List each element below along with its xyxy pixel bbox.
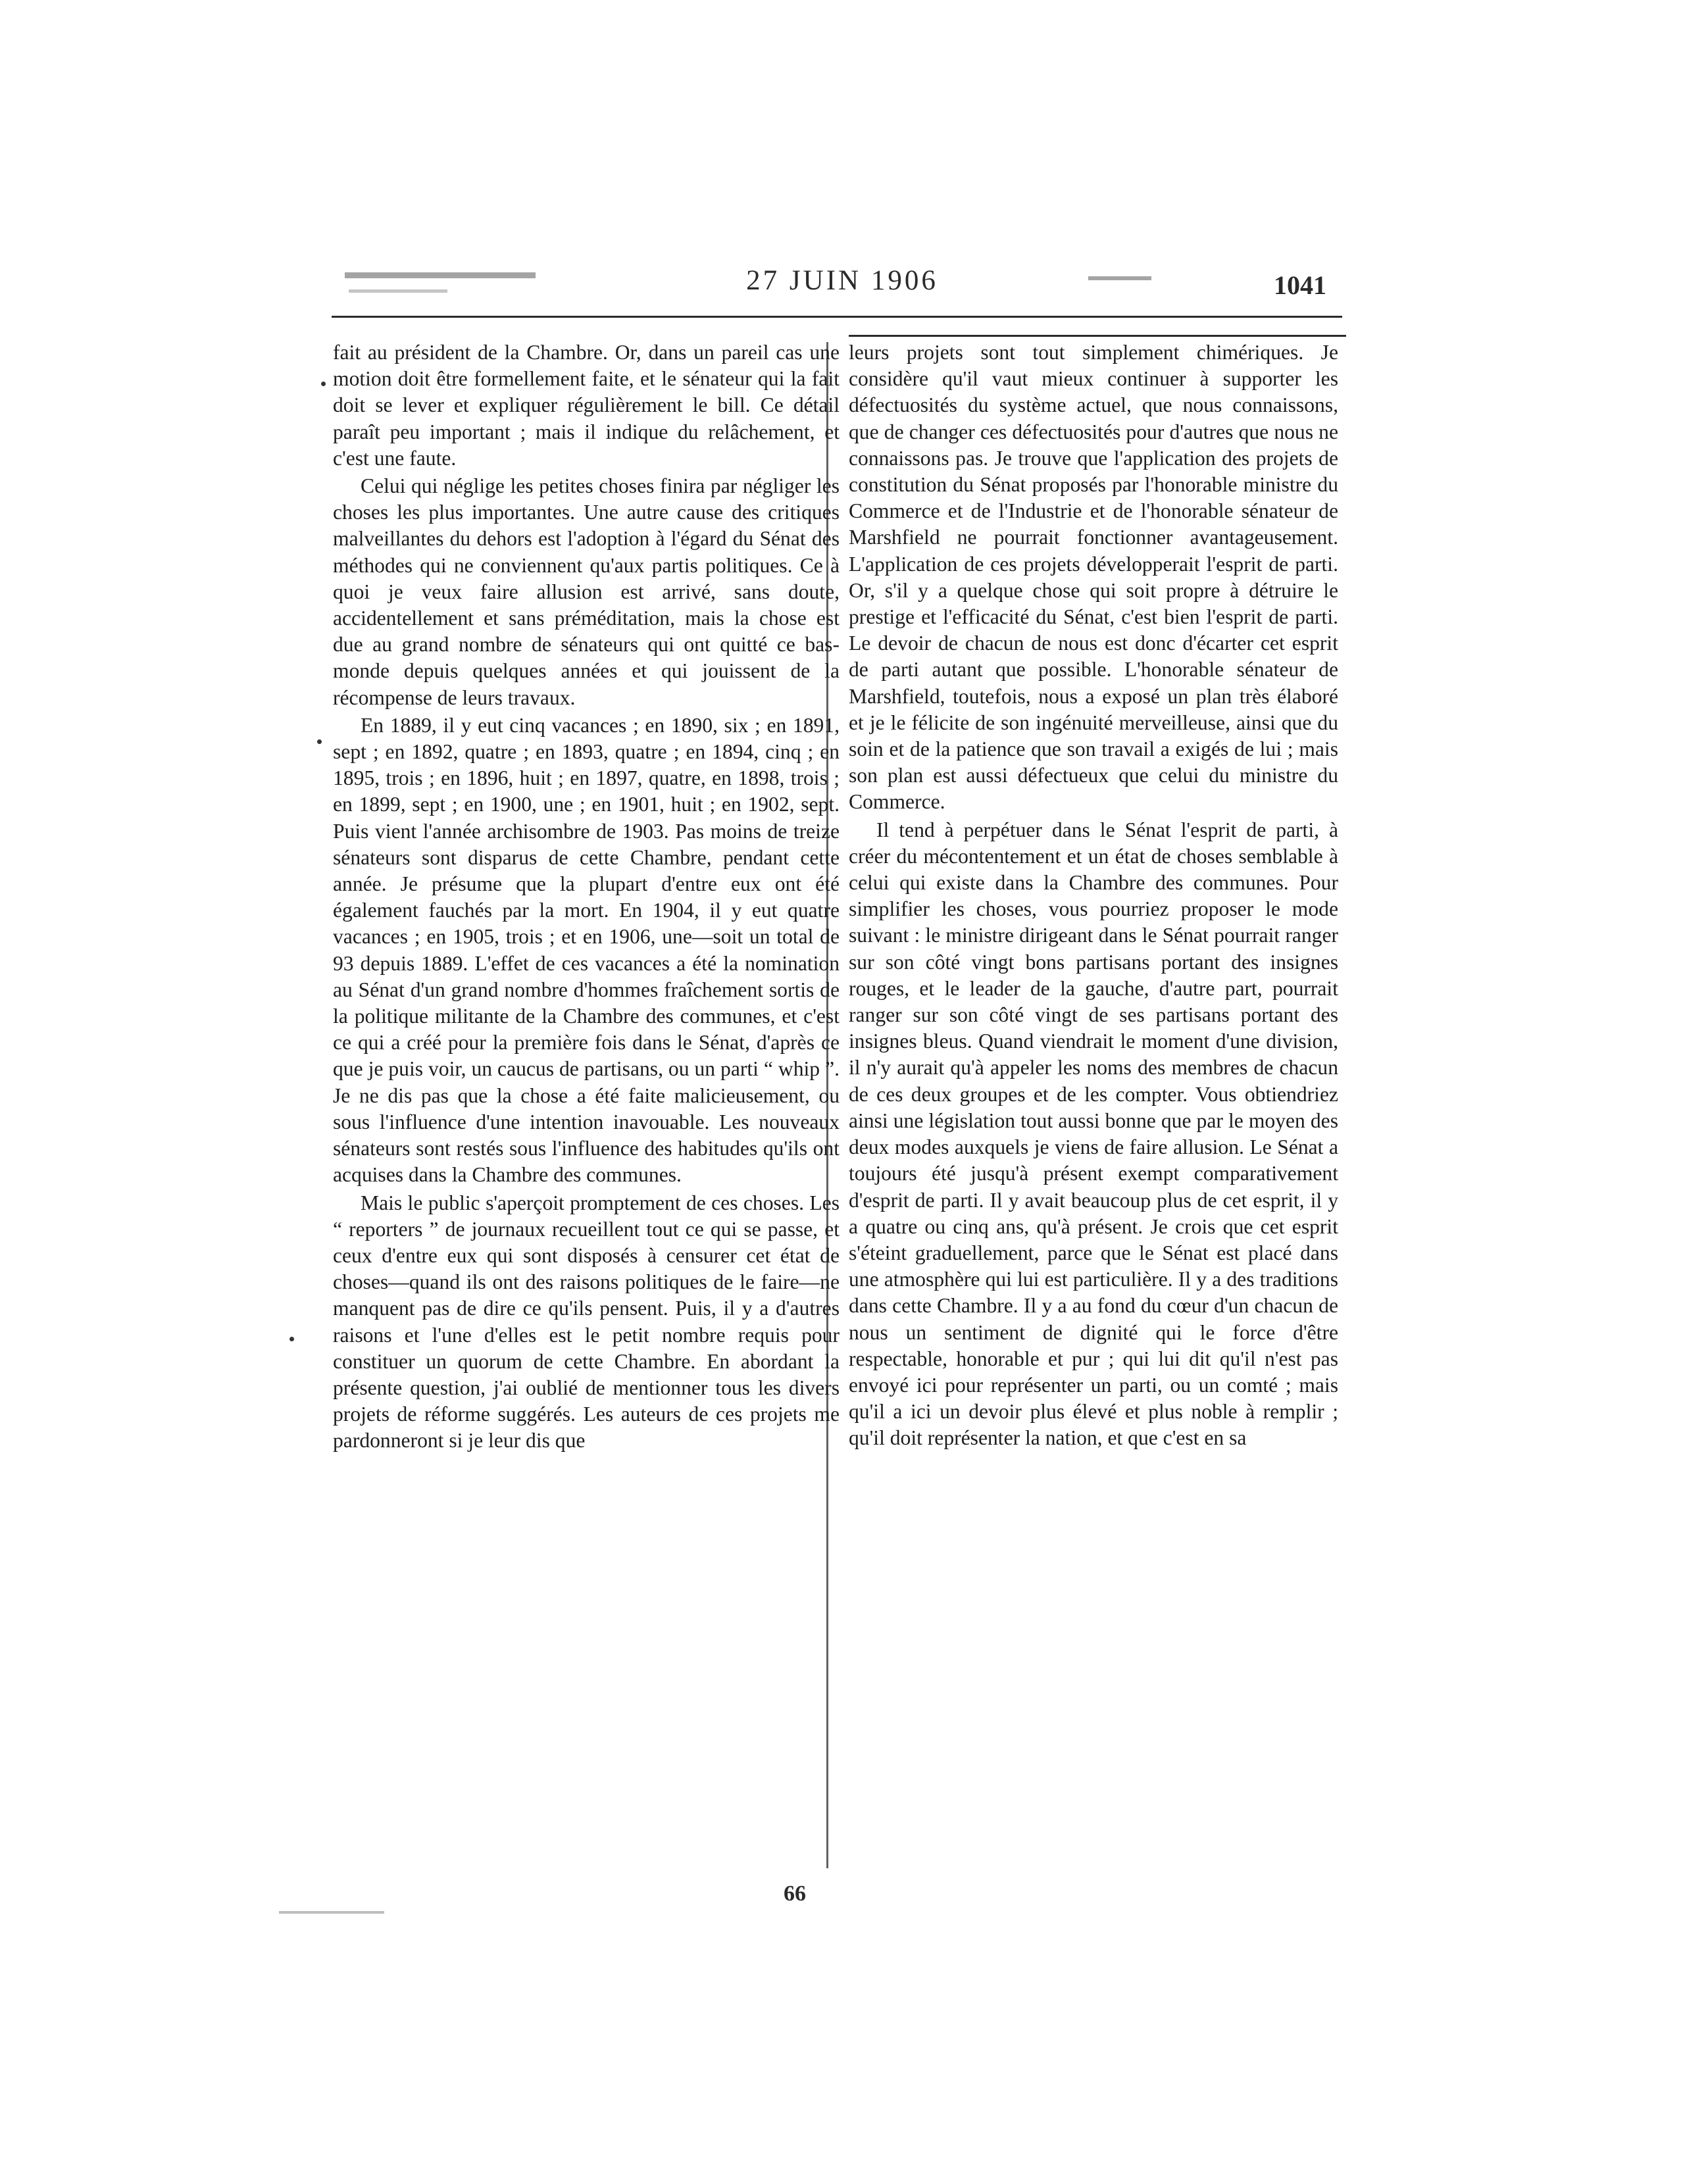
paragraph: Il tend à perpétuer dans le Sénat l'esprit de parti, à créer du mécontentement et un état de choses semblable à celui qui existe dans la Chambre des communes. Pour simplifier les choses, vous pourriez proposer le mode suivant : le ministre dirigeant dans le Sénat pourrait ranger sur son côté vingt bons partisans portant des insignes rouges, et le leader de la gauche, d'autre part, pourrait ranger sur son côté vingt de ses partisans portant des insignes bleus. Quand viendrait le moment d'une division, il n'y aurait qu'à appeler les noms des membres de chacun de ces deux groupes et de les compter. Vous obtiendriez ainsi une législation tout aussi bonne que par le moyen des deux modes auxquels je viens de faire allusion. Le Sénat a toujours été jusqu'à présent exempt comparativement d'esprit de parti. Il y avait beaucoup plus de cet esprit, il y a quatre ou cinq ans, qu'à présent. Je crois que cet esprit s'éteint graduellement, parce que le Sénat est placé dans une atmosphère qui lui est particulière. Il y a des traditions dans cette Chambre. Il y a au fond du cœur d'un chacun de nous un sentiment de dignité qui le force d'être respectable, honorable et pur ; qui lui dit qu'il n'est pas envoyé ici pour représenter un parti, ou un comté ; mais qu'il a ici un devoir plus élevé et plus noble à remplir ; qu'il doit représenter la nation, et que c'est en sa	[849, 818, 1338, 1450]
header-date: 27 JUIN 1906	[746, 265, 938, 296]
paragraph: Celui qui néglige les petites choses finira par négliger les choses les plus importantes. Une autre cause des critiques malveillantes du dehors est l'adoption à l'égard du Sénat des méthodes qui ne conviennent qu'aux partis politiques. Ce à quoi je veux faire allusion est arrivé, sans doute, accidentellement et sans préméditation, mais la chose est due au grand nombre de sénateurs qui ont quitté ce bas-monde depuis quelques années et qui jouissent de la récompense de leurs travaux.	[333, 474, 840, 709]
paragraph: leurs projets sont tout simplement chimériques. Je considère qu'il vaut mieux continuer à supporter les défectuosités du système actuel, que nous connaissons, que de changer ces défectuosités pour d'autres que nous ne connaissons pas. Je trouve que l'application des projets de constitution du Sénat proposés par l'honorable ministre du Commerce et de l'Industrie et de l'honorable sénateur de Marshfield ne pourrait fonctionner avantageusement. L'application de ces projets développerait l'esprit de parti. Or, s'il y a quelque chose qui soit propre à détruire le prestige et l'efficacité du Sénat, c'est bien l'esprit de parti. Le devoir de chacun de nous est donc d'écarter cet esprit de parti autant que possible. L'honorable sénateur de Marshfield, toutefois, nous a exposé un plan très élaboré et je le félicite de son ingénuité merveilleuse, ainsi que du soin et de la patience que son travail a exigés de lui ; mais son plan est aussi défectueux que celui du ministre du Commerce.	[849, 341, 1338, 814]
footer-smudge	[279, 1911, 384, 1914]
column-right	[849, 339, 1338, 1452]
margin-mark	[289, 1337, 294, 1341]
header-rule-top	[332, 316, 1342, 318]
header-smudge-right	[1088, 276, 1151, 280]
header-rule-bottom	[849, 335, 1346, 337]
column-left	[333, 339, 840, 1454]
paragraph: fait au président de la Chambre. Or, dans un pareil cas une motion doit être formellement faite, et le sénateur qui la fait doit se lever et expliquer régulièrement le bill. Ce détail paraît peu important ; mais il indique du relâchement, et c'est une faute.	[333, 341, 840, 470]
paragraph: En 1889, il y eut cinq vacances ; en 1890, six ; en 1891, sept ; en 1892, quatre ; en 1893, quatre ; en 1894, cinq ; en 1895, trois ; en 1896, huit ; en 1897, quatre, en 1898, trois ; en 1899, sept ; en 1900, une ; en 1901, huit ; en 1902, sept. Puis vient l'année archisombre de 1903. Pas moins de treize sénateurs sont disparus de cette Chambre, pendant cette année. Je présume que la plupart d'entre eux ont été également fauchés par la mort. En 1904, il y eut quatre vacances ; en 1905, trois ; et en 1906, une—soit un total de 93 depuis 1889. L'effet de ces vacances a été la nomination au Sénat d'un grand nombre d'hommes fraîchement sortis de la politique militante de la Chambre des communes, et c'est ce qui a créé pour la première fois dans le Sénat, d'après ce que je puis voir, un caucus de partisans, ou un parti “ whip ”. Je ne dis pas que la chose a été faite malicieusement, ou sous l'influence d'une intention inavouable. Les nouveaux sénateurs sont restés sous l'influence des habitudes qu'ils ont acquises dans la Chambre des communes.	[333, 713, 840, 1187]
page-header	[0, 0, 1708, 342]
header-smudge-left	[345, 272, 536, 278]
margin-mark	[317, 739, 322, 744]
header-smudge-left-2	[349, 289, 447, 293]
margin-mark	[321, 382, 326, 386]
paragraph: Mais le public s'aperçoit promptement de ces choses. Les “ reporters ” de journaux recueillent tout ce qui se passe, et ceux d'entre eux qui sont disposés à censurer cet état de choses—quand ils ont des raisons politiques de le faire—ne manquent pas de dire ce qu'ils pensent. Puis, il y a d'autres raisons et l'une d'elles est le petit nombre requis pour constituer un quorum de cette Chambre. En abordant la présente question, j'ai oublié de mentionner tous les divers projets de réforme suggérés. Les auteurs de ces projets me pardonneront si je leur dis que	[333, 1191, 840, 1453]
folio-number: 66	[784, 1881, 806, 1906]
header-page-number: 1041	[1274, 270, 1326, 300]
